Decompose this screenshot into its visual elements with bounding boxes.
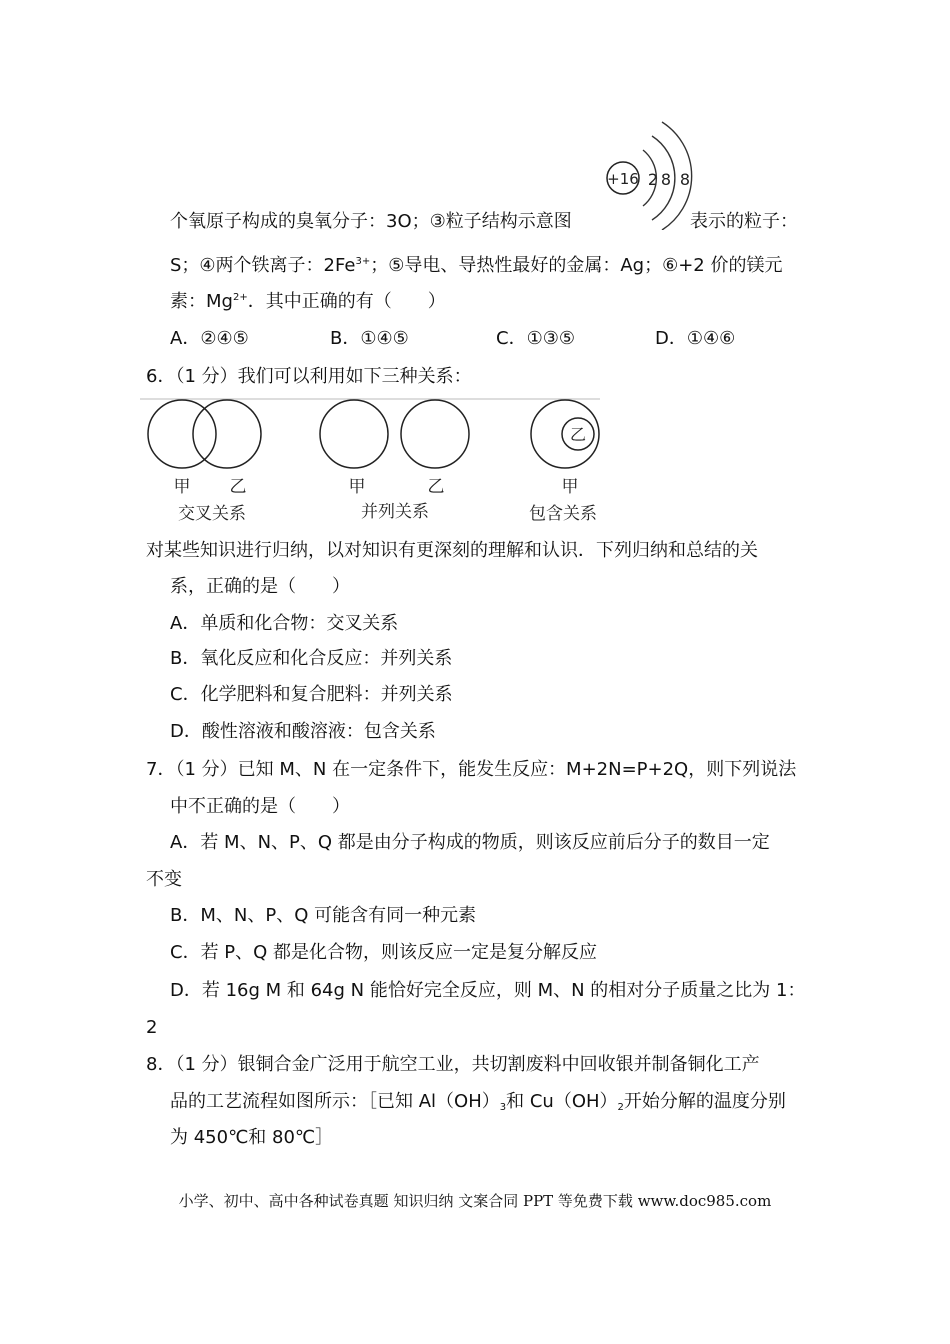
- q5-option-c: C．①③⑤: [496, 328, 575, 349]
- q6-option-c: C．化学肥料和复合肥料：并列关系: [170, 684, 453, 705]
- q7-option-a-line2: 不变: [146, 869, 182, 890]
- q7-option-c: C．若 P、Q 都是化合物，则该反应一定是复分解反应: [170, 942, 598, 963]
- q6-option-a: A．单质和化合物：交叉关系: [170, 613, 399, 634]
- parallel-label-yi: 乙: [427, 477, 445, 497]
- atom-structure-diagram: [600, 118, 700, 230]
- q8-line1: 8．（1 分）银铜合金广泛用于航空工业，共切割废料中回收银并制备铜化工产: [146, 1054, 760, 1075]
- q6-line2: 对某些知识进行归纳，以对知识有更深刻的理解和认识．下列归纳和总结的关: [146, 540, 758, 561]
- q6-option-d: D．酸性溶液和酸溶液：包含关系: [170, 721, 436, 742]
- q6-line3: 系，正确的是（ ）: [170, 576, 350, 597]
- q7-option-b: B．M、N、P、Q 可能含有同一种元素: [170, 905, 477, 926]
- q7-line1: 7．（1 分）已知 M、N 在一定条件下，能发生反应：M+2N=P+2Q，则下列说法: [146, 759, 797, 780]
- shell2-electrons: 8: [660, 170, 672, 189]
- page-footer: 小学、初中、高中各种试卷真题 知识归纳 文案合同 PPT 等免费下载 www.doc985.com: [178, 1192, 772, 1210]
- shell1-electrons: 2: [647, 170, 659, 189]
- cross-circle-yi: [193, 400, 261, 468]
- parallel-circle-yi: [401, 400, 469, 468]
- q5-option-d: D．①④⑥: [655, 328, 736, 349]
- q8-line3: 为 450℃和 80℃］: [170, 1127, 334, 1148]
- q5-line2: S；④两个铁离子：$2Fe^{3+}$；⑤导电、导热性最好的金属：Ag；⑥+2 价的镁元: [170, 255, 783, 276]
- contain-circle-jia: [531, 400, 599, 468]
- shell3-electrons: 8: [679, 170, 691, 189]
- q7-option-d-line2: 2: [146, 1017, 158, 1038]
- relationship-diagram: [140, 397, 610, 529]
- contain-label-jia: 甲: [561, 477, 579, 497]
- parallel-circle-jia: [320, 400, 388, 468]
- contain-label-yi: 乙: [569, 425, 587, 444]
- parallel-label-jia: 甲: [348, 477, 366, 497]
- q8-line2: 品的工艺流程如图所示：［已知 $Al(OH)_3$和 $Cu(OH)_2$开始分解的温度分别: [170, 1091, 786, 1113]
- q5-option-a: A．②④⑤: [170, 328, 249, 349]
- q7-line2: 中不正确的是（ ）: [170, 796, 350, 817]
- cross-label-yi: 乙: [229, 477, 247, 497]
- cross-caption: 交叉关系: [178, 504, 246, 524]
- q5-line3: 素：$Mg^{2+}$．其中正确的有（ ）: [170, 291, 446, 312]
- cross-circle-jia: [148, 400, 216, 468]
- cross-label-jia: 甲: [173, 477, 191, 497]
- contain-caption: 包含关系: [529, 504, 597, 524]
- q5-line1: 个氧原子构成的臭氧分子：3O；③粒子结构示意图: [170, 211, 572, 232]
- q5-line1-end: 表示的粒子：: [690, 211, 798, 232]
- q7-option-d-line1: D．若 16g M 和 64g N 能恰好完全反应，则 M、N 的相对分子质量之比为 1：: [170, 980, 806, 1001]
- q5-option-b: B．①④⑤: [330, 328, 409, 349]
- parallel-caption: 并列关系: [361, 502, 429, 522]
- q7-option-a-line1: A．若 M、N、P、Q 都是由分子构成的物质，则该反应前后分子的数目一定: [170, 832, 770, 853]
- q6-option-b: B．氧化反应和化合反应：并列关系: [170, 648, 453, 669]
- nucleus-charge: +16: [607, 170, 639, 188]
- q6-stem: 6．（1 分）我们可以利用如下三种关系：: [146, 366, 472, 387]
